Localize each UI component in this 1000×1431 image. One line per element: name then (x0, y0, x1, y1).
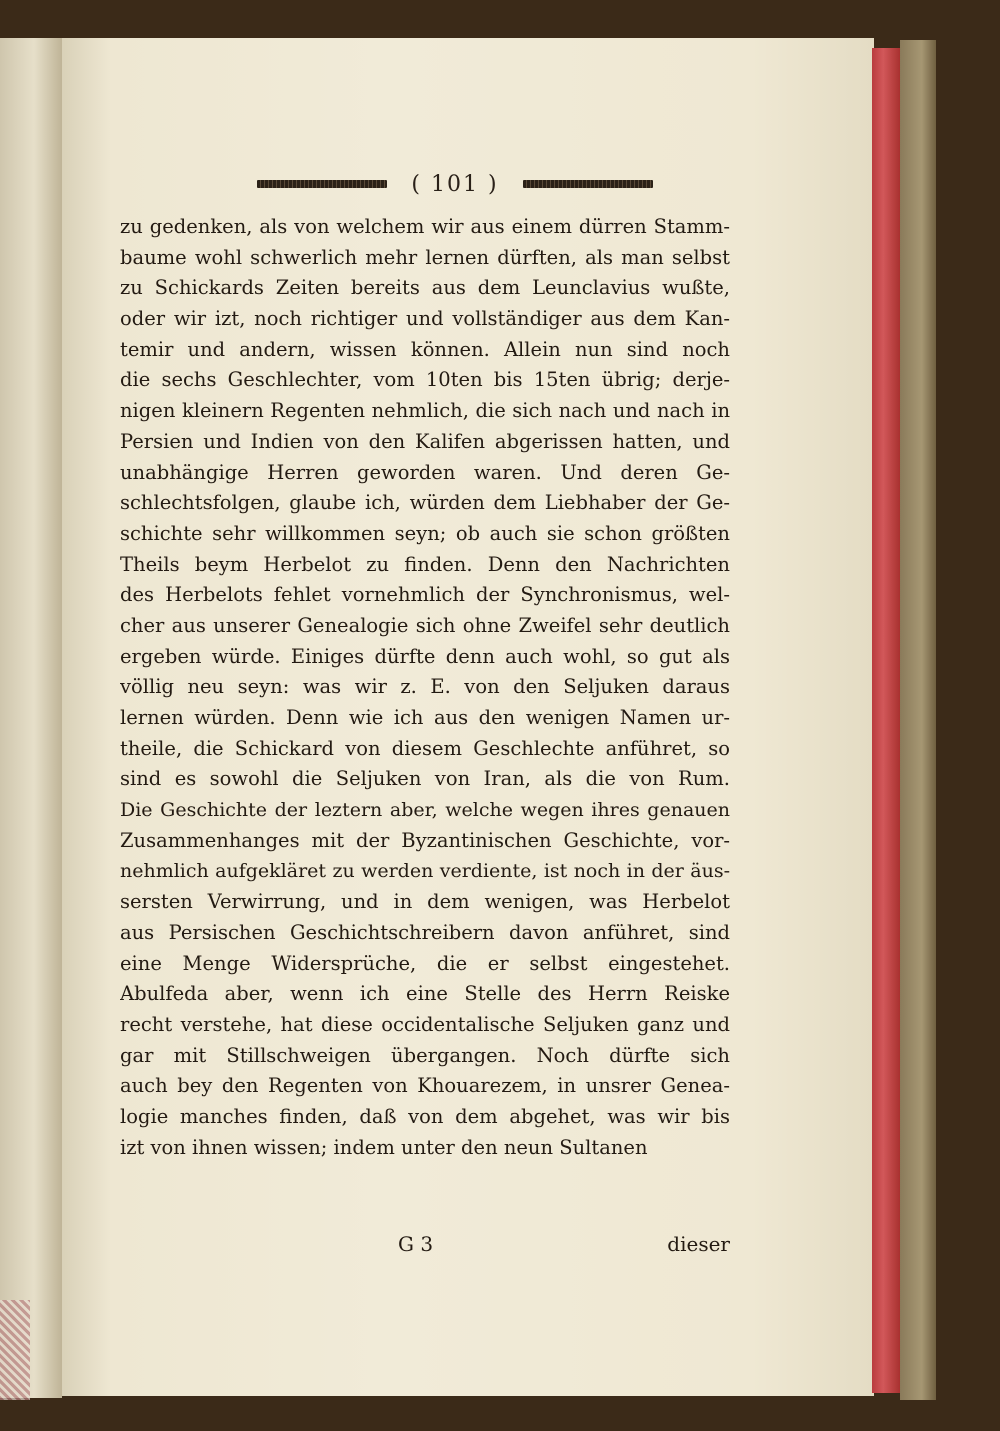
text-line: temir und andern, wissen können. Allein nun sind noch (120, 337, 730, 361)
text-line: Die Geschichte der leztern aber, welche wegen ihres genauen (120, 799, 730, 822)
text-line: lernen würden. Denn wie ich aus den wenigen Namen ur- (120, 706, 730, 729)
body-text (120, 212, 730, 1163)
text-line: gar mit Stillschweigen übergangen. Noch dürfte sich (120, 1043, 730, 1067)
text-line: die sechs Geschlechter, vom 10ten bis 15ten übrig; derje- (120, 368, 730, 392)
text-line: cher aus unserer Genealogie sich ohne Zweifel sehr deutlich (120, 613, 730, 637)
book-cover-edge (900, 40, 936, 1400)
text-line: recht verstehe, hat diese occidentalische Seljuken ganz und (120, 1012, 730, 1036)
page-footer (120, 1232, 730, 1262)
page-header (195, 166, 715, 202)
text-line: auch bey den Regenten von Khouarezem, in unsrer Genea- (120, 1074, 730, 1098)
text-line: völlig neu seyn: was wir z. E. von den Seljuken daraus (120, 675, 730, 699)
header-rule-right (523, 180, 653, 188)
text-line: sind es sowohl die Seljuken von Iran, als die von Rum. (120, 767, 730, 791)
text-line: Abulfeda aber, wenn ich eine Stelle des Herrn Reiske (120, 982, 730, 1006)
text-line: aus Persischen Geschichtschreibern davon anführet, sind (120, 920, 730, 944)
text-line: Zusammenhanges mit der Byzantinischen Geschichte, vor- (120, 828, 730, 852)
text-line: eine Menge Widersprüche, die er selbst eingestehet. (120, 951, 730, 975)
previous-page-edge (0, 38, 62, 1398)
header-rule-left (257, 180, 387, 188)
signature-mark: G 3 (398, 1232, 434, 1256)
text-line: baume wohl schwerlich mehr lernen dürften, als man selbst (120, 245, 730, 269)
text-line: schichte sehr willkommen seyn; ob auch sie schon größten (120, 521, 730, 545)
text-line: nigen kleinern Regenten nehmlich, die sich nach und nach in (120, 399, 730, 423)
text-line: logie manches finden, daß von dem abgehet, was wir bis (120, 1104, 730, 1128)
text-line: unabhängige Herren geworden waren. Und deren Ge- (120, 460, 730, 484)
previous-page-bookmark (0, 1300, 30, 1400)
red-page-edges (872, 48, 900, 1393)
page-number: ( 101 ) (411, 171, 499, 197)
text-line: zu gedenken, als von welchem wir aus einem dürren Stamm- (120, 215, 730, 238)
text-line: nehmlich aufgekläret zu werden verdiente, ist noch in der äus- (120, 860, 730, 883)
text-line: sersten Verwirrung, und in dem wenigen, was Herbelot (120, 890, 730, 914)
text-line: des Herbelots fehlet vornehmlich der Synchronismus, wel- (120, 583, 730, 607)
text-line: izt von ihnen wissen; indem unter den neun Sultanen (120, 1135, 648, 1159)
text-line: ergeben würde. Einiges dürfte denn auch wohl, so gut als (120, 644, 730, 668)
catchword: dieser (667, 1232, 730, 1256)
text-line: theile, die Schickard von diesem Geschlechte anführet, so (120, 736, 730, 760)
text-line: Theils beym Herbelot zu finden. Denn den Nachrichten (120, 552, 730, 576)
text-line: zu Schickards Zeiten bereits aus dem Leunclavius wußte, (120, 276, 730, 300)
text-line: schlechtsfolgen, glaube ich, würden dem Liebhaber der Ge- (120, 491, 730, 515)
text-line: oder wir izt, noch richtiger und vollständiger aus dem Kan- (120, 307, 730, 331)
text-line: Persien und Indien von den Kalifen abgerissen hatten, und (120, 429, 730, 453)
